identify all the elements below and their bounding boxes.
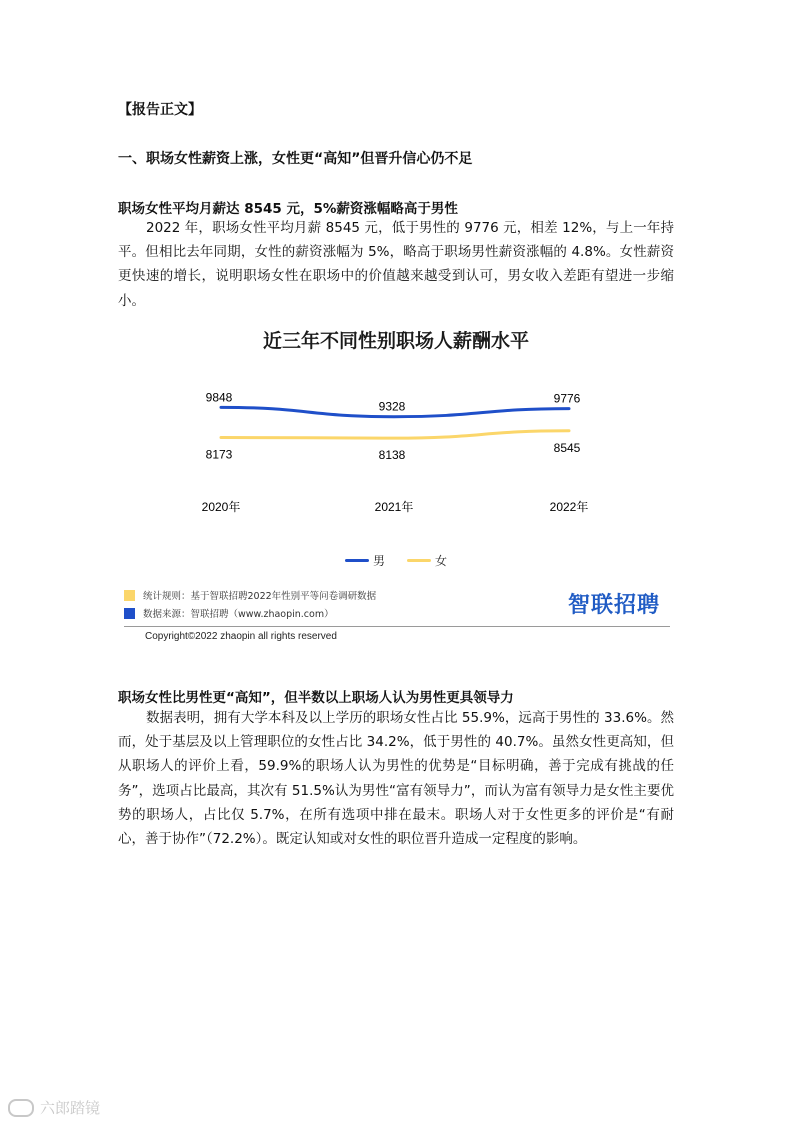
brand-logo: 智联招聘 [568, 593, 661, 618]
legend-swatch-male [345, 559, 369, 562]
data-label-0-1: 9328 [378, 399, 406, 414]
data-label-0-2: 9776 [553, 391, 581, 406]
legend-item-male [345, 552, 385, 569]
data-label-1-2: 8545 [553, 440, 581, 455]
legend-label-male: 男 [372, 554, 385, 568]
legend-item-female [407, 552, 447, 569]
x-tick-label-2: 2022年 [549, 500, 589, 514]
line-chart [118, 370, 674, 530]
note-rule [124, 588, 534, 602]
series-line-1 [221, 431, 569, 438]
subsection-2-paragraph: 数据表明，拥有大学本科及以上学历的职场女性占比 55.9%，远高于男性的 33.6%。然而，处于基层及以上管理职位的女性占比 34.2%，低于男性的 40.7%。虽然女性更高知，但从职场人的评价上看，59.9%的职场人认为男性的优势是“目标明确，善于完成有挑战的任务”，选项占比最高，其次有 51.5%认为男性“富有领导力”，而认为富有领导力是女性主要优势的职场人，占比仅 5.7%，在所有选项中排在最末。职场人对于女性更多的评价是“有耐心，善于协作”（72.2%）。既定认知或对女性的职位晋升造成一定程度的影响。 [118, 710, 674, 848]
data-label-0-0: 9848 [205, 390, 233, 405]
note-rule-swatch [124, 590, 135, 601]
chart-title: 近三年不同性别职场人薪酬水平 [262, 330, 529, 352]
subsection-1-paragraph: 2022 年，职场女性平均月薪 8545 元，低于男性的 9776 元，相差 12%，与上一年持平。但相比去年同期，女性的薪资涨幅为 5%，略高于职场男性薪资涨幅的 4.8%。女性薪资更快速的增长，说明职场女性在职场中的价值越来越受到认可，男女收入差距有望进一步缩小。 [118, 220, 674, 309]
chart-notes [124, 588, 534, 620]
notes-divider [124, 626, 670, 627]
chart-legend [118, 552, 674, 569]
report-heading: 【报告正文】 [118, 102, 202, 118]
copyright: Copyright©2022 zhaopin all rights reserved [145, 631, 337, 642]
legend-label-female: 女 [435, 554, 448, 568]
watermark [8, 1097, 100, 1118]
note-source [124, 606, 534, 620]
subsection-1-title: 职场女性平均月薪达 8545 元，5%薪资涨幅略高于男性 [118, 201, 458, 217]
note-source-swatch [124, 608, 135, 619]
section-heading: 一、职场女性薪资上涨，女性更“高知”但晋升信心仍不足 [118, 151, 473, 167]
data-label-1-0: 8173 [205, 447, 233, 462]
note-rule-text: 统计规则：基于智联招聘2022年性别平等问卷调研数据 [143, 591, 377, 602]
subsection-2-title: 职场女性比男性更“高知”，但半数以上职场人认为男性更具领导力 [118, 690, 514, 706]
data-label-1-1: 8138 [378, 448, 406, 463]
x-tick-label-1: 2021年 [374, 500, 414, 514]
note-source-text: 数据来源：智联招聘（www.zhaopin.com） [143, 609, 334, 620]
x-tick-label-0: 2020年 [201, 500, 241, 514]
watermark-text: 六郎踏镜 [40, 1099, 101, 1117]
watermark-logo-icon [8, 1099, 34, 1117]
legend-swatch-female [407, 559, 431, 562]
